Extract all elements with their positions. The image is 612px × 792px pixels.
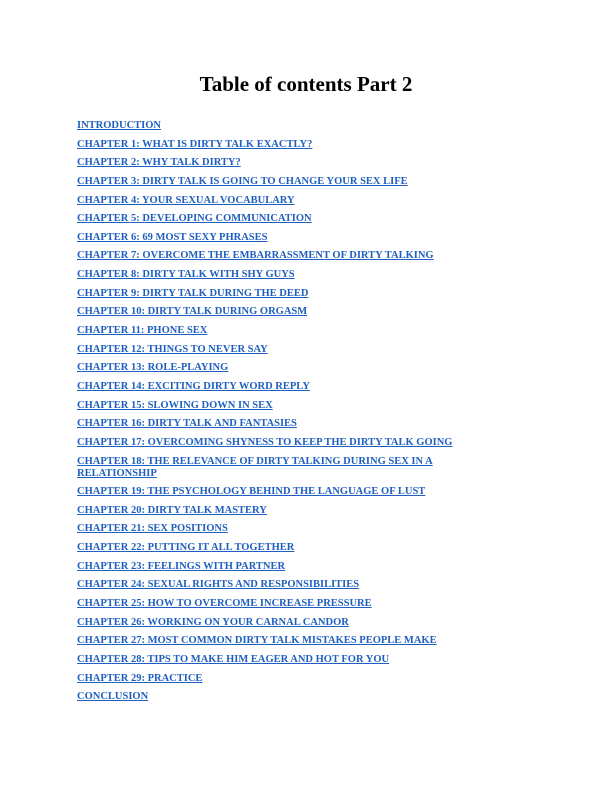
page-title: Table of contents Part 2 <box>199 72 413 96</box>
toc-link-chapter-29[interactable]: CHAPTER 29: PRACTICE <box>77 672 203 684</box>
toc-link-chapter-6[interactable]: CHAPTER 6: 69 MOST SEXY PHRASES <box>77 231 268 243</box>
toc-item <box>77 456 497 480</box>
toc-link-chapter-22[interactable]: CHAPTER 22: PUTTING IT ALL TOGETHER <box>77 542 295 554</box>
toc-link-chapter-9[interactable]: CHAPTER 9: DIRTY TALK DURING THE DEED <box>77 287 309 299</box>
toc-item <box>77 523 497 535</box>
toc-link-chapter-18[interactable]: CHAPTER 18: THE RELEVANCE OF DIRTY TALKING DURING SEX IN A RELATIONSHIP <box>77 455 433 479</box>
toc-link-chapter-20[interactable]: CHAPTER 20: DIRTY TALK MASTERY <box>77 504 267 516</box>
toc-link-chapter-14[interactable]: CHAPTER 14: EXCITING DIRTY WORD REPLY <box>77 380 310 392</box>
table-of-contents <box>77 120 497 710</box>
toc-link-chapter-2[interactable]: CHAPTER 2: WHY TALK DIRTY? <box>77 157 241 169</box>
toc-item <box>77 542 497 554</box>
toc-link-chapter-8[interactable]: CHAPTER 8: DIRTY TALK WITH SHY GUYS <box>77 269 295 281</box>
toc-item <box>77 673 497 685</box>
toc-item <box>77 344 497 356</box>
toc-link-chapter-25[interactable]: CHAPTER 25: HOW TO OVERCOME INCREASE PRESSURE <box>77 598 372 610</box>
toc-item <box>77 325 497 337</box>
toc-link-chapter-24[interactable]: CHAPTER 24: SEXUAL RIGHTS AND RESPONSIBILITIES <box>77 579 360 591</box>
toc-item <box>77 120 497 132</box>
toc-link-chapter-13[interactable]: CHAPTER 13: ROLE-PLAYING <box>77 362 229 374</box>
toc-link-chapter-16[interactable]: CHAPTER 16: DIRTY TALK AND FANTASIES <box>77 418 297 430</box>
toc-item <box>77 176 497 188</box>
toc-item <box>77 617 497 629</box>
toc-item <box>77 269 497 281</box>
toc-item <box>77 362 497 374</box>
toc-link-chapter-19[interactable]: CHAPTER 19: THE PSYCHOLOGY BEHIND THE LANGUAGE OF LUST <box>77 486 426 498</box>
toc-link-chapter-17[interactable]: CHAPTER 17: OVERCOMING SHYNESS TO KEEP THE DIRTY TALK GOING <box>77 436 453 448</box>
toc-link-chapter-21[interactable]: CHAPTER 21: SEX POSITIONS <box>77 523 228 535</box>
toc-link-chapter-23[interactable]: CHAPTER 23: FEELINGS WITH PARTNER <box>77 560 286 572</box>
toc-link-conclusion[interactable]: CONCLUSION <box>77 691 149 703</box>
toc-link-chapter-28[interactable]: CHAPTER 28: TIPS TO MAKE HIM EAGER AND HOT FOR YOU <box>77 653 390 665</box>
toc-item <box>77 505 497 517</box>
toc-link-chapter-10[interactable]: CHAPTER 10: DIRTY TALK DURING ORGASM <box>77 306 308 318</box>
toc-link-chapter-11[interactable]: CHAPTER 11: PHONE SEX <box>77 325 208 337</box>
toc-link-chapter-4[interactable]: CHAPTER 4: YOUR SEXUAL VOCABULARY <box>77 194 295 206</box>
toc-link-chapter-12[interactable]: CHAPTER 12: THINGS TO NEVER SAY <box>77 343 268 355</box>
toc-item <box>77 654 497 666</box>
toc-item <box>77 598 497 610</box>
toc-link-chapter-15[interactable]: CHAPTER 15: SLOWING DOWN IN SEX <box>77 399 273 411</box>
toc-item <box>77 306 497 318</box>
toc-item <box>77 288 497 300</box>
toc-link-chapter-27[interactable]: CHAPTER 27: MOST COMMON DIRTY TALK MISTAKES PEOPLE MAKE <box>77 635 437 647</box>
toc-item <box>77 139 497 151</box>
toc-item <box>77 691 497 703</box>
toc-link-chapter-26[interactable]: CHAPTER 26: WORKING ON YOUR CARNAL CANDOR <box>77 616 349 628</box>
toc-link-chapter-5[interactable]: CHAPTER 5: DEVELOPING COMMUNICATION <box>77 213 312 225</box>
toc-link-introduction[interactable]: INTRODUCTION <box>77 120 162 131</box>
toc-item <box>77 418 497 430</box>
toc-item <box>77 213 497 225</box>
toc-item <box>77 579 497 591</box>
toc-item <box>77 635 497 647</box>
toc-item <box>77 250 497 262</box>
toc-item <box>77 486 497 498</box>
toc-item <box>77 400 497 412</box>
toc-item <box>77 232 497 244</box>
toc-item <box>77 561 497 573</box>
toc-item <box>77 381 497 393</box>
toc-link-chapter-3[interactable]: CHAPTER 3: DIRTY TALK IS GOING TO CHANGE YOUR SEX LIFE <box>77 175 408 187</box>
toc-item <box>77 195 497 207</box>
toc-item <box>77 437 497 449</box>
toc-link-chapter-1[interactable]: CHAPTER 1: WHAT IS DIRTY TALK EXACTLY? <box>77 138 313 150</box>
toc-item <box>77 157 497 169</box>
toc-link-chapter-7[interactable]: CHAPTER 7: OVERCOME THE EMBARRASSMENT OF DIRTY TALKING <box>77 250 434 262</box>
